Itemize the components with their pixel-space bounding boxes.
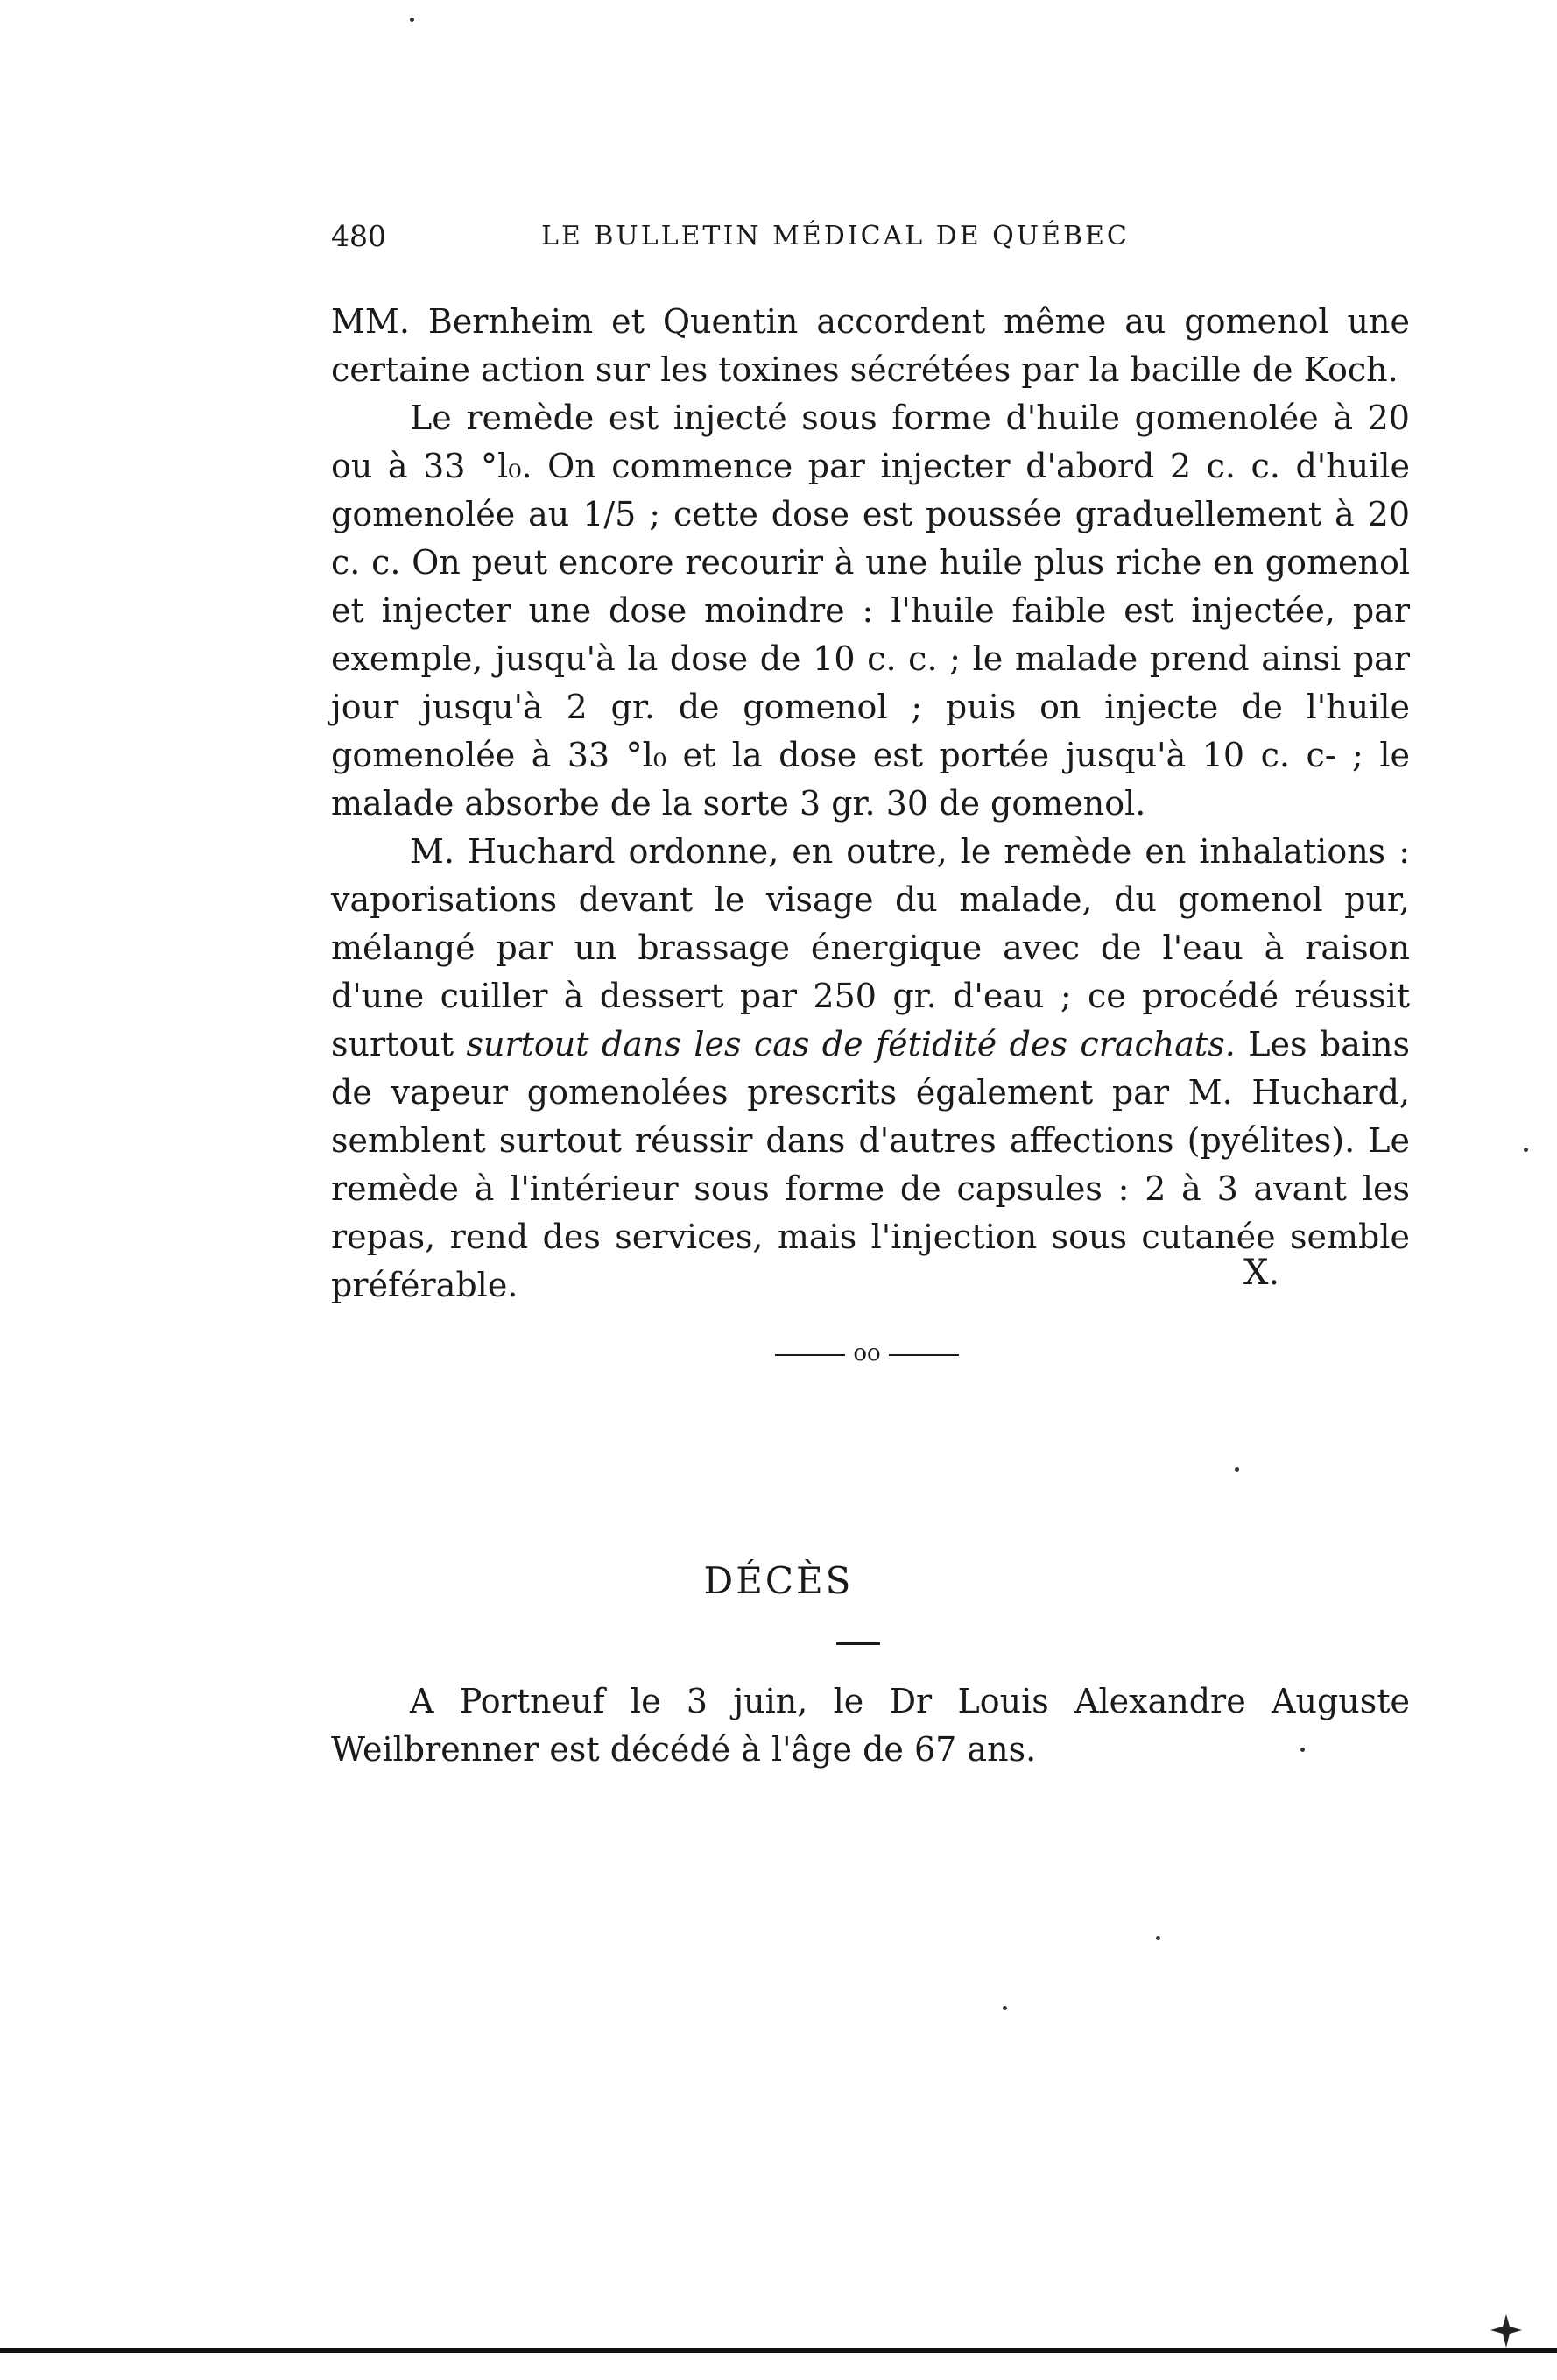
deces-notice [331,1677,1410,1774]
paragraph-1: MM. Bernheim et Quentin accordent même au gomenol une certaine action sur les toxines sécrétées par la bacille de Koch. [331,302,1410,389]
paragraph-3-start: M. Huchard ordonne, en outre, le remède en inhalations : vaporisations devant le visage du malade, du gomenol pur, mélangé par un brassage énergique avec de l'eau à raison d'une cuiller à dessert par 250 gr. d'eau ; ce procédé réussit surtout [331,832,1410,1063]
print-speck [1156,1936,1160,1940]
title-rule [836,1642,880,1645]
running-title: LE BULLETIN MÉDICAL DE QUÉBEC [541,221,1130,251]
separator-line-left [775,1354,845,1356]
page-header [331,219,1189,263]
ornament-icon [1489,2313,1524,2349]
paragraph-3-italic: surtout dans les cas de fétidité des crachats. [466,1025,1236,1063]
article-signature: X. [1243,1253,1280,1293]
section-separator [775,1340,959,1375]
separator-mark: oo [853,1340,881,1367]
print-speck [1235,1467,1239,1472]
print-speck [410,18,414,22]
paragraph-2: Le remède est injecté sous forme d'huile gomenolée à 20 ou à 33 °l₀. On commence par injecter d'abord 2 c. c. d'huile gomenolée au 1/5 ; cette dose est poussée graduellement à 20 c. c. On peut encore recourir à une huile plus riche en gomenol et injecter une dose moindre : l'huile faible est injectée, par exemple, jusqu'à la dose de 10 c. c. ; le malade prend ainsi par jour jusqu'à 2 gr. de gomenol ; puis on injecte de l'huile gomenolée à 33 °l₀ et la dose est portée jusqu'à 10 c. c- ; le malade absorbe de la sorte 3 gr. 30 de gomenol. [331,399,1410,823]
deces-paragraph: A Portneuf le 3 juin, le Dr Louis Alexandre Auguste Weilbrenner est décédé à l'âge de 67 ans. [331,1682,1410,1769]
paragraph-3-end: Les bains de vapeur gomenolées prescrits également par M. Huchard, semblent surtout réussir dans d'autres affections (pyélites). Le remède à l'intérieur sous forme de capsules : 2 à 3 avant les repas, rend des services, mais l'injection sous cutanée semble préférable. [331,1025,1410,1304]
article-body [331,298,1410,1310]
bottom-rule [0,2348,1557,2353]
print-speck [1524,1148,1528,1152]
separator-line-right [889,1354,959,1356]
print-speck [1300,1748,1305,1752]
deces-title: DÉCÈS [703,1559,854,1602]
paragraph-3 [331,828,1410,1310]
page-number: 480 [331,219,386,253]
print-speck [1003,2006,1007,2010]
